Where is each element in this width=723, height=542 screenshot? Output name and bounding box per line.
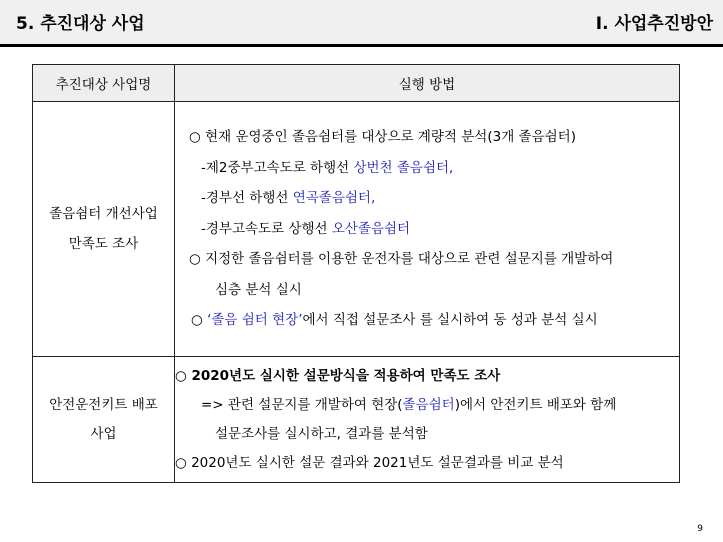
method-cell (175, 102, 680, 357)
bullet-item (175, 305, 679, 336)
bullet-text: 에서 직접 설문조사 를 실시하여 동 성과 분석 실시 (302, 312, 598, 329)
arrow-text: )에서 안전키트 배포와 함께 (454, 396, 617, 413)
sub-item-punct: , (449, 159, 454, 176)
chapter-title: I. 사업추진방안 (595, 14, 713, 34)
arrow-continuation: 설문조사를 실시하고, 결과를 분석함 (215, 425, 428, 442)
table-header-row (33, 65, 680, 102)
page-number: 9 (697, 524, 703, 534)
sub-item-text: -경부고속도로 상행선 (201, 220, 332, 237)
bullet-mark: ○ (191, 312, 208, 329)
highlight-text: 연곡졸음쉼터 (292, 190, 371, 207)
highlight-text: 상번천 졸음쉼터 (353, 159, 450, 176)
highlight-text: 졸음쉼터 (402, 396, 455, 413)
sub-item-text: -경부선 하행선 (201, 190, 293, 207)
highlight-text: ‘졸음 쉼터 현장’ (207, 312, 303, 329)
project-name-line: 만족도 조사 (68, 236, 139, 252)
sub-item-text: -제2중부고속도로 하행선 (201, 159, 354, 176)
project-name-line: 졸음쉼터 개선사업 (49, 205, 158, 222)
bullet-continuation: 심층 분석 실시 (215, 281, 302, 298)
project-table (32, 64, 680, 483)
sub-item (175, 183, 679, 214)
table-row (33, 102, 680, 357)
table-row (33, 357, 680, 483)
bullet-item: ○ 2020년도 실시한 설문 결과와 2021년도 설문결과를 비교 분석 (175, 454, 564, 471)
header-bar (0, 0, 723, 44)
arrow-text: => 관련 설문지를 개발하여 현장( (201, 396, 403, 413)
bullet-item: ○ 현재 운영중인 졸음쉼터를 대상으로 계량적 분석(3개 졸음쉼터) (189, 129, 576, 146)
sub-item-punct: , (370, 190, 376, 207)
header-rule (0, 44, 723, 47)
sub-item (175, 214, 679, 245)
project-name-cell (33, 357, 175, 483)
method-cell (175, 357, 680, 483)
section-title: 5. 추진대상 사업 (16, 14, 145, 34)
arrow-item (175, 391, 679, 420)
column-header-method: 실행 방법 (175, 65, 680, 102)
project-name-cell (33, 102, 175, 357)
highlight-text: 오산졸음쉼터 (331, 220, 411, 237)
bullet-item: ○ 지정한 졸음쉼터를 이용한 운전자를 대상으로 관련 설문지를 개발하여 (189, 251, 614, 268)
project-name-line: 사업 (90, 425, 117, 442)
column-header-name: 추진대상 사업명 (33, 65, 175, 102)
bullet-item: ○ 2020년도 실시한 설문방식을 적용하여 만족도 조사 (175, 367, 501, 384)
project-name-line: 안전운전키트 배포 (49, 396, 158, 413)
sub-item (175, 153, 679, 184)
